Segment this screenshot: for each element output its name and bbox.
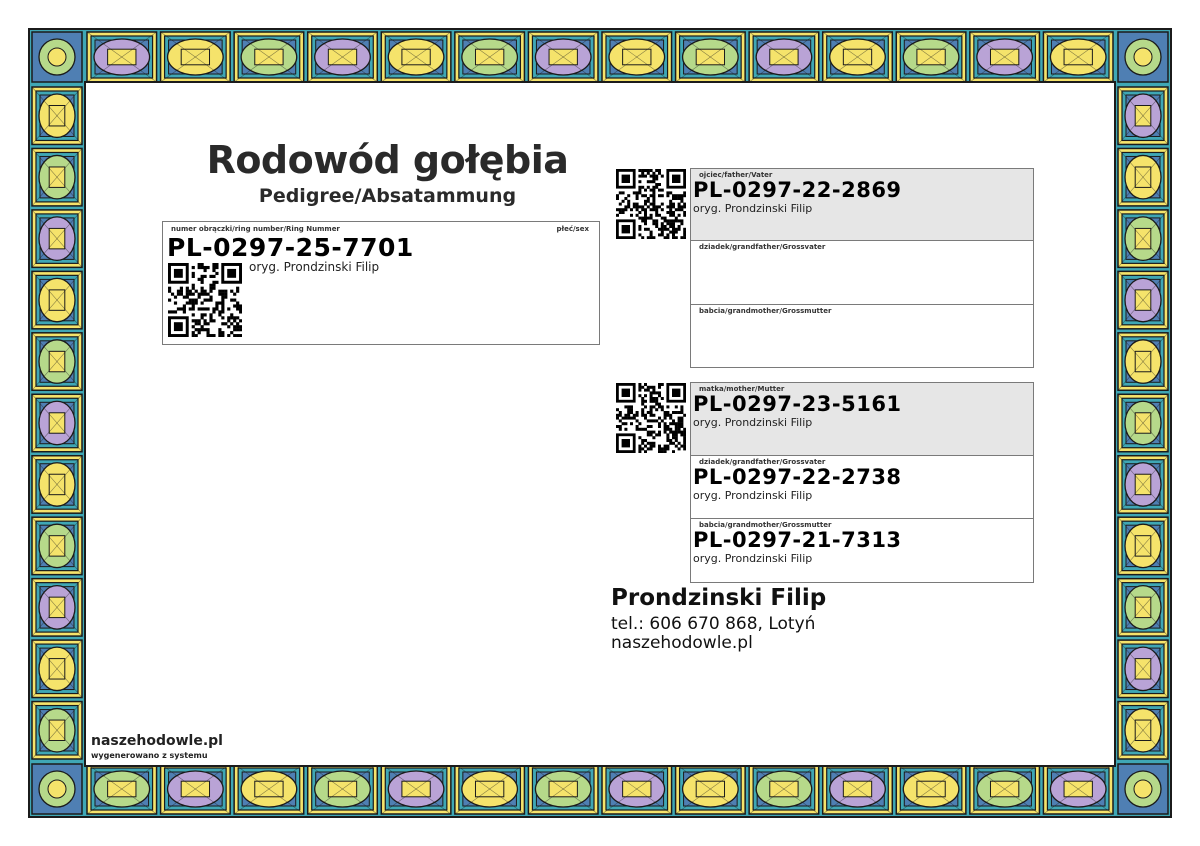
mother-grandfather-cell (690, 455, 1034, 519)
mother-grandmother-label: babcia/grandmother/Grossmutter (699, 521, 832, 529)
mother-grandfather-ring-number: PL-0297-22-2738 (693, 465, 902, 489)
mother-cell (690, 382, 1034, 456)
footer-note: wygenerowano z systemu (91, 751, 208, 760)
father-grandmother-cell (690, 304, 1034, 368)
mother-qr-code-icon[interactable] (616, 383, 686, 453)
bird-box (162, 221, 600, 345)
bird-owner: oryg. Prondzinski Filip (249, 260, 380, 274)
mother-grandmother-owner: oryg. Prondzinski Filip (693, 552, 813, 565)
mother-grandfather-label: dziadek/grandfather/Grossvater (699, 458, 826, 466)
breeder-contact: tel.: 606 670 868, Lotyń (611, 614, 816, 634)
mother-grandmother-cell (690, 518, 1034, 583)
father-grandmother-label: babcia/grandmother/Grossmutter (699, 307, 832, 315)
father-grandfather-cell (690, 240, 1034, 305)
father-owner: oryg. Prondzinski Filip (693, 202, 813, 215)
mother-ring-number: PL-0297-23-5161 (693, 392, 902, 416)
breeder-name: Prondzinski Filip (611, 585, 827, 611)
mother-owner: oryg. Prondzinski Filip (693, 416, 813, 429)
father-ring-number: PL-0297-22-2869 (693, 178, 902, 202)
footer-site-link[interactable]: naszehodowle.pl (91, 733, 223, 749)
mother-label: matka/mother/Mutter (699, 385, 785, 393)
father-qr-code-icon[interactable] (616, 169, 686, 239)
mother-grandmother-ring-number: PL-0297-21-7313 (693, 528, 902, 552)
breeder-website-link[interactable]: naszehodowle.pl (611, 633, 753, 653)
sex-label: płeć/sex (556, 225, 589, 233)
page-subtitle: Pedigree/Absatammung (258, 185, 517, 207)
ring-number-label: numer obrączki/ring number/Ring Nummer (171, 225, 340, 233)
page-title: Rodowód gołębia (206, 138, 569, 182)
qr-code-icon[interactable] (168, 263, 242, 337)
mother-grandfather-owner: oryg. Prondzinski Filip (693, 489, 813, 502)
bird-ring-number: PL-0297-25-7701 (167, 233, 414, 262)
father-grandfather-label: dziadek/grandfather/Grossvater (699, 243, 826, 251)
father-cell (690, 168, 1034, 241)
father-label: ojciec/father/Vater (699, 171, 773, 179)
